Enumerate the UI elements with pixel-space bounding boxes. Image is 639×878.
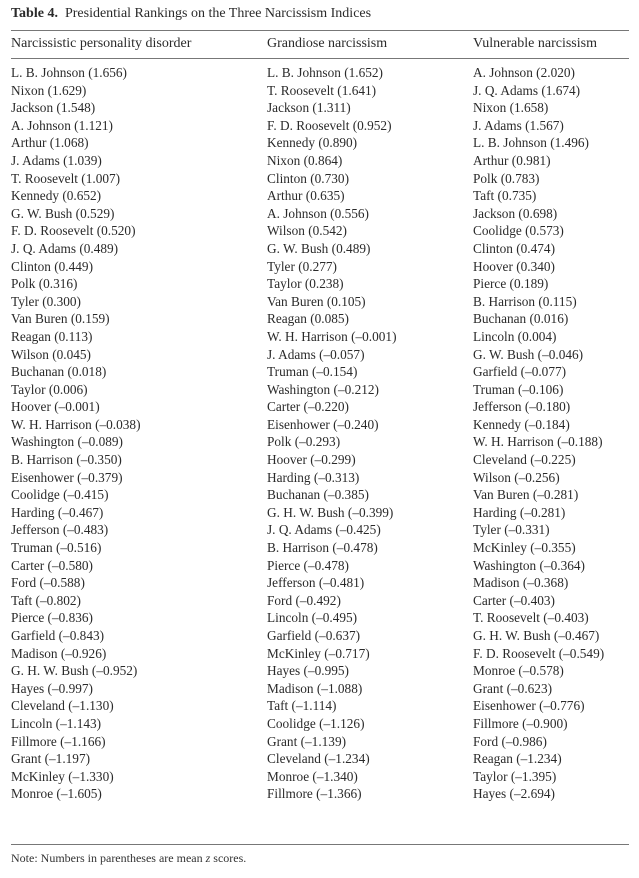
table-cell: Jefferson (–0.483) (11, 522, 109, 538)
table-title: Presidential Rankings on the Three Narcissism Indices (64, 6, 372, 21)
table-cell: Madison (–0.368) (473, 575, 569, 591)
table-cell: Madison (–0.926) (11, 645, 107, 661)
table-cell: J. Q. Adams (–0.425) (267, 522, 381, 538)
table-cell: L. B. Johnson (1.652) (267, 65, 383, 80)
header-npd: Narcissistic personality disorder (11, 36, 192, 51)
table-cell: Lincoln (–0.495) (267, 610, 358, 626)
table-cell: Taylor (0.006) (11, 381, 88, 397)
table-cell: Carter (–0.403) (473, 592, 555, 608)
table-cell: A. Johnson (0.556) (267, 205, 369, 221)
table-cell: Grant (–0.623) (473, 680, 553, 696)
top-rule (11, 30, 629, 31)
table-cell: J. Adams (1.039) (11, 152, 102, 168)
table-cell: Garfield (–0.077) (473, 364, 567, 380)
table-cell: Arthur (0.981) (473, 152, 551, 168)
table-cell: Eisenhower (–0.379) (11, 469, 123, 485)
table-cell: Fillmore (–0.900) (473, 715, 568, 731)
table-cell: Grant (–1.197) (11, 751, 91, 767)
table-cell: Taft (0.735) (473, 188, 537, 204)
table-cell: Ford (–0.492) (267, 592, 341, 608)
header-vulnerable: Vulnerable narcissism (473, 36, 597, 51)
table-cell: Truman (–0.154) (267, 364, 358, 380)
table-cell: Lincoln (–1.143) (11, 715, 102, 731)
table-cell: Reagan (0.113) (11, 328, 93, 344)
table-cell: Harding (–0.281) (473, 504, 566, 520)
table-cell: W. H. Harrison (–0.001) (267, 328, 397, 344)
table-cell: Buchanan (–0.385) (267, 487, 369, 503)
table-cell: F. D. Roosevelt (0.520) (11, 223, 136, 239)
table-cell: Grant (–1.139) (267, 733, 347, 749)
table-cell: Kennedy (0.652) (11, 188, 102, 204)
note-prefix: Note: Numbers in parentheses are mean (11, 851, 203, 865)
table-cell: Washington (–0.212) (267, 381, 379, 397)
note-suffix: scores. (213, 851, 247, 865)
table-cell: Jackson (0.698) (473, 205, 558, 221)
table-caption (11, 6, 371, 22)
table-cell: Lincoln (0.004) (473, 328, 557, 344)
table-cell: Kennedy (0.890) (267, 135, 358, 151)
table-cell: Garfield (–0.637) (267, 628, 361, 643)
column-grandiose (267, 64, 397, 803)
table-cell: L. B. Johnson (1.496) (473, 135, 589, 151)
note-italic: z (205, 851, 211, 865)
header-grandiose: Grandiose narcissism (267, 36, 388, 51)
table-cell: Clinton (0.449) (11, 258, 93, 274)
table-cell: Van Buren (–0.281) (473, 487, 579, 503)
table-cell: T. Roosevelt (1.641) (267, 82, 377, 98)
table-cell: Garfield (–0.843) (11, 628, 105, 643)
table-cell: Wilson (–0.256) (473, 469, 560, 485)
table-cell: Jackson (1.311) (267, 100, 351, 116)
table-cell: Hayes (–0.995) (267, 663, 349, 679)
table-cell: Carter (–0.220) (267, 399, 349, 415)
table-cell: Taft (–1.114) (267, 698, 337, 714)
table-cell: Taft (–0.802) (11, 592, 81, 608)
table-cell: Truman (–0.106) (473, 381, 564, 397)
column-npd (11, 64, 141, 803)
table-cell: McKinley (–0.355) (473, 540, 576, 556)
table-cell: Polk (0.783) (473, 170, 540, 186)
table-cell: Cleveland (–1.234) (267, 751, 370, 767)
table-cell: Carter (–0.580) (11, 557, 93, 573)
table-cell: Tyler (0.300) (11, 293, 81, 309)
table-note (11, 851, 246, 866)
column-vulnerable (473, 64, 604, 803)
table-cell: Kennedy (–0.184) (473, 416, 570, 432)
table-cell: Madison (–1.088) (267, 680, 363, 696)
table-cell: Reagan (–1.234) (473, 751, 562, 767)
table-cell: Ford (–0.588) (11, 575, 85, 591)
table-cell: Buchanan (0.018) (11, 364, 107, 380)
table-cell: Monroe (–0.578) (473, 663, 564, 679)
table-cell: T. Roosevelt (1.007) (11, 170, 121, 186)
table-cell: Hayes (–2.694) (473, 786, 555, 802)
table-cell: Harding (–0.467) (11, 504, 104, 520)
table-cell: Wilson (0.542) (267, 223, 347, 239)
table-cell: Nixon (1.658) (473, 100, 549, 116)
table-cell: L. B. Johnson (1.656) (11, 65, 127, 80)
table-cell: Taylor (–1.395) (473, 768, 557, 784)
table-cell: Arthur (1.068) (11, 135, 89, 151)
table-cell: J. Q. Adams (1.674) (473, 82, 581, 98)
table-cell: W. H. Harrison (–0.188) (473, 434, 603, 450)
table-cell: Ford (–0.986) (473, 733, 547, 749)
table-cell: Polk (–0.293) (267, 434, 341, 450)
table-cell: Arthur (0.635) (267, 188, 345, 204)
table-cell: Tyler (0.277) (267, 258, 337, 274)
table-cell: McKinley (–0.717) (267, 645, 370, 661)
table-cell: Coolidge (–0.415) (11, 487, 109, 503)
table-cell: Harding (–0.313) (267, 469, 360, 485)
table-cell: Jefferson (–0.180) (473, 399, 571, 415)
table-cell: Hoover (0.340) (473, 258, 555, 274)
table-cell: Pierce (–0.478) (267, 557, 349, 573)
table-cell: Nixon (0.864) (267, 152, 343, 168)
table-cell: G. W. Bush (0.529) (11, 205, 115, 221)
table-cell: Pierce (–0.836) (11, 610, 93, 626)
table-cell: Monroe (–1.340) (267, 768, 358, 784)
table-cell: Clinton (0.730) (267, 170, 349, 186)
table-cell: J. Adams (–0.057) (267, 346, 365, 362)
table-cell: F. D. Roosevelt (0.952) (267, 117, 392, 133)
table-cell: J. Q. Adams (0.489) (11, 240, 119, 256)
table-cell: G. H. W. Bush (–0.399) (267, 504, 394, 520)
table-cell: B. Harrison (–0.350) (11, 452, 122, 468)
table-cell: G. W. Bush (0.489) (267, 240, 371, 256)
table-cell: B. Harrison (–0.478) (267, 540, 378, 556)
table-cell: G. H. W. Bush (–0.952) (11, 663, 138, 679)
table-cell: Truman (–0.516) (11, 540, 102, 556)
table-label: Table 4. (11, 6, 58, 21)
table-cell: Eisenhower (–0.240) (267, 416, 379, 432)
table-cell: Buchanan (0.016) (473, 311, 569, 327)
table-cell: Monroe (–1.605) (11, 786, 102, 802)
table-cell: Coolidge (0.573) (473, 223, 564, 239)
table-cell: Tyler (–0.331) (473, 522, 550, 538)
table-cell: Reagan (0.085) (267, 311, 349, 327)
table-cell: Nixon (1.629) (11, 82, 87, 98)
table-cell: W. H. Harrison (–0.038) (11, 416, 141, 432)
table-cell: Taylor (0.238) (267, 276, 344, 292)
table-cell: Washington (–0.364) (473, 557, 585, 573)
table-cell: T. Roosevelt (–0.403) (473, 610, 589, 626)
table-cell: G. W. Bush (–0.046) (473, 346, 584, 362)
table-cell: Jackson (1.548) (11, 100, 96, 116)
bottom-rule (11, 844, 629, 845)
table-cell: Van Buren (0.105) (267, 293, 366, 309)
table-cell: Coolidge (–1.126) (267, 715, 365, 731)
table-cell: Fillmore (–1.166) (11, 733, 106, 749)
table-cell: Polk (0.316) (11, 276, 78, 292)
table-cell: Clinton (0.474) (473, 240, 555, 256)
table-cell: Pierce (0.189) (473, 276, 549, 292)
table-cell: Fillmore (–1.366) (267, 786, 362, 802)
table-cell: Hoover (–0.001) (11, 399, 100, 415)
table-cell: Washington (–0.089) (11, 434, 123, 450)
table-cell: B. Harrison (0.115) (473, 293, 577, 309)
table-cell: Hayes (–0.997) (11, 680, 93, 696)
table-cell: Jefferson (–0.481) (267, 575, 365, 591)
table-cell: Eisenhower (–0.776) (473, 698, 585, 714)
table-cell: Van Buren (0.159) (11, 311, 110, 327)
table-cell: Cleveland (–0.225) (473, 452, 576, 468)
table-cell: McKinley (–1.330) (11, 768, 114, 784)
table-cell: Wilson (0.045) (11, 346, 91, 362)
table-cell: Hoover (–0.299) (267, 452, 356, 468)
table-cell: F. D. Roosevelt (–0.549) (473, 645, 605, 661)
table-cell: G. H. W. Bush (–0.467) (473, 628, 600, 643)
table-cell: A. Johnson (1.121) (11, 117, 113, 133)
header-rule (11, 58, 629, 59)
table-cell: Cleveland (–1.130) (11, 698, 114, 714)
table-cell: A. Johnson (2.020) (473, 65, 575, 80)
table-cell: J. Adams (1.567) (473, 117, 564, 133)
